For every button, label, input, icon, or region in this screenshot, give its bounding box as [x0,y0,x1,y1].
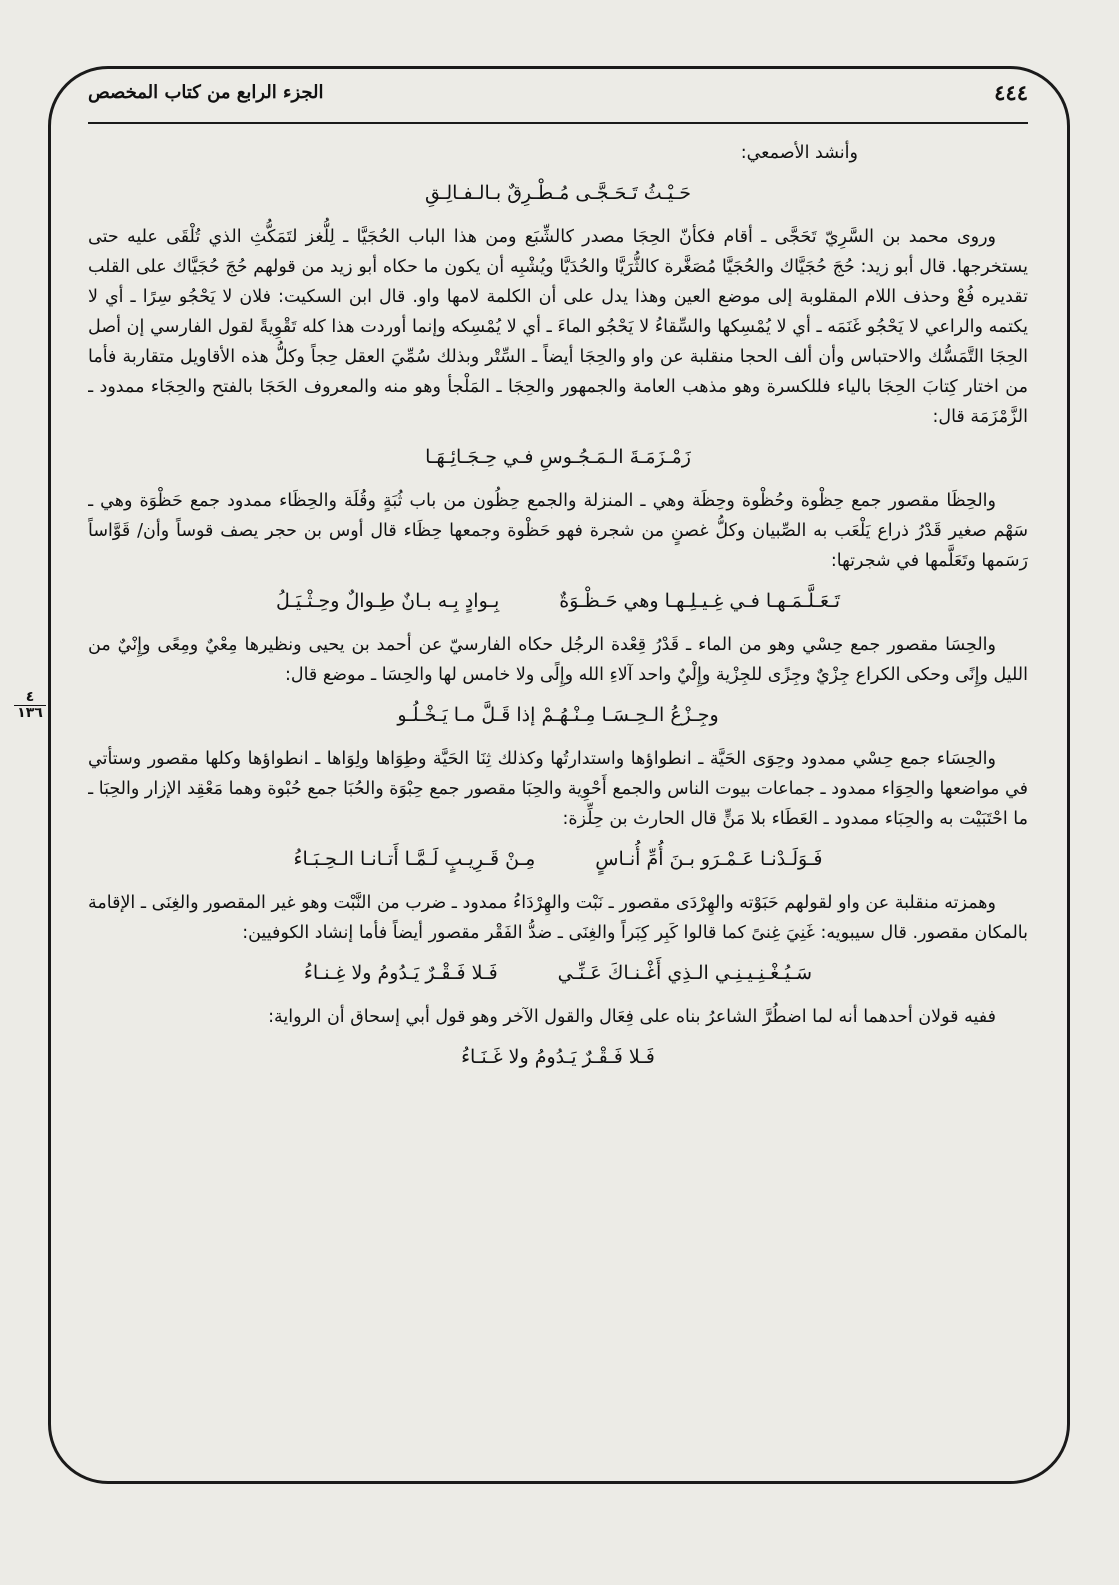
verse-couplet [88,586,1028,616]
prose-paragraph: ففيه قولان أحدهما أنه لما اضطُرَّ الشاعرُ بناه على فِعَال والقول الآخر وهو قول أبي إسحاق أن الرواية: [268,1007,996,1027]
intro-line: وأنشد الأصمعي: [740,143,858,163]
prose-paragraph: وهمزته منقلبة عن واو لقولهم حَبَوْته والهِرْدَى مقصور ـ نَبْت والهِرْدَاءُ ممدود ـ ضرب من النَّبْت وهو غير المقصور والغِنَى ـ الإقامة بالمكان مقصور. قال سيبويه: غَنِيَ غِنىً كما قالوا كَبِر كِبَراً والغِنَى ـ ضدُّ الفَقْر مقصور أيضاً فأما إنشاد الكوفيين: [88,893,1028,943]
page-header [88,80,1028,120]
verse-couplet [88,844,1028,874]
margin-reference [14,690,46,721]
page-number: ٤٤٤ [994,80,1028,105]
verse-couplet [88,958,1028,988]
prose-paragraph: والحِسَاء جمع حِسْي ممدود وحِوَى الحَيَّة ـ انطواؤها واستدارتُها وكذلك ثِنَا الحَيَّة وطِوَاها ولِوَاها ـ انطواؤها وكلها مقصور وستأتي في مواضعها والحِوَاء ممدود ـ جماعات بيوت الناس والجمع أَحْوِية والحِبَا مقصور جمع حِبْوَة والحُبَا جمع حُبْوة وهما مَعْقِد الإزار والحِبَا ـ ما احْتَبَيْت به والحِبَاء ممدود ـ العَطَاء بلا مَنٍّ قال الحارث بن حِلِّزة: [88,749,1028,829]
prose-paragraph: وروى محمد بن السَّرِيّ تَحَجَّى ـ أقام فكأنّ الحِجَا مصدر كالشِّبَع ومن هذا الباب الحُجَيَّا ـ لِلُّغز لتَمَكُّثِ الذي تُلْقَى عليه حتى يستخرجها. قال أبو زيد: حُجَ حُجَيَّاك والحُجَيَّا مُصَغَّرة كالثُّرَيَّا والحُدَيَّا ويُشْبِه أن يكون ما حكاه أبو زيد من قولهم حُجَ حُجَيَّاك على القلب تقديره فُعْ وحذف اللام المقلوبة إلى موضع العين وهذا يدل على أن الكلمة لامها واو. قال ابن السكيت: فلان لا يَحْجُو سِرًا ـ أي لا يكتمه والراعي لا يَحْجُو غَنَمَه ـ أي لا يُمْسِكها والسِّقاءُ لا يَحْجُو الماءَ ـ أي لا يُمْسِكه وإنما أوردت هذا كله تَقْوِيةً لقول الفارسي إن أصل الحِجَا التَّمَسُّك والاحتباس وأن ألف الحجا منقلبة عن واو والحِجَا أيضاً ـ السِّتْر وبذلك سُمِّيَ العقل حِجاً وكلُّ هذه الأقاويل متقاربة فأما من اختار كِتابَ الحِجَا بالياء فللكسرة وهو مذهب العامة والجمهور والحِجَا ـ المَلْجأ وهو منه والمعروف الحَجَا بالفتح والحِجَاء ممدود ـ الزَّمْزَمَة قال: [88,227,1028,427]
verse-line: زَمْـزَمَـةَ الـمَـجُـوسِ فـي حِـجَـائِـهَـا [425,446,691,468]
page-body [88,138,1028,1468]
margin-reference-volume: ٤ [14,690,46,706]
verse-first-hemistich: تَـعَـلَّـمَـهـا فـي غِـيـلِـهـا وهي حَـظْـوَةٌ [559,590,841,612]
verse-first-hemistich: سَـيُـغْـنِـيـنِـي الـذِي أَغْـنـاكَ عَـنِّـي [557,962,813,984]
verse-line: حَـيْـثُ تَـحَـجَّـى مُـطْـرِقٌ بـالـفـالِـقِ [424,182,692,204]
verse-second-hemistich: مِـنْ قَـرِيـبٍ لَـمَّـا أَتـانـا الـحِـبَـاءُ [293,848,536,870]
verse-second-hemistich: فَـلا فَـقْـرٌ يَـدُومُ ولا غِـنـاءُ [303,962,498,984]
verse-second-hemistich: بِـوادٍ بِـه بـانٌ طِـوالٌ وحِـثْـيَـلُ [275,590,500,612]
prose-paragraph: والحِسَا مقصور جمع حِسْي وهو من الماء ـ قَدْرُ قِعْدة الرجُل حكاه الفارسيّ عن أحمد بن يحيى ونظيرها مِعْيٌ ومِعًى وإِنْيٌ من الليل وإِنًى وحكى الكراع جِزْيٌ وجِزًى للجِزْية وإِلْيٌ واحد آلاءِ الله وإِلًى ولا خامس لها والحِسَا ـ موضع قال: [88,635,1028,685]
verse-line: فَـلا فَـقْـرٌ يَـدُومُ ولا غَـنَـاءُ [461,1046,655,1068]
prose-paragraph: والحِظَا مقصور جمع حِظْوة وحُظْوة وحِظَة وهي ـ المنزلة والجمع حِظُون من باب ثُبَةٍ وقُلَة والحِظَاء ممدود جمع حَظْوَة وهي ـ سَهْم صغير قَدْرُ ذراع يَلْعَب به الصِّبيان وكلُّ غصنٍ من شجرة فهو حَظْوة وجمعها حِظَاء قال أوس بن حجر يصف قوساً وأن/ قَوَّاساً رَسَمها وتَعَلَّمها في شجرتها: [88,491,1028,571]
margin-reference-page: ١٣٦ [17,705,43,721]
running-title: الجزء الرابع من كتاب المخصص [88,82,324,103]
header-divider [88,122,1028,124]
verse-line: وجِـزْعُ الـحِـسَـا مِـنْـهُـمْ إذا قَـلَّ مـا يَـخْـلُـو [397,704,719,726]
verse-first-hemistich: فَـوَلَـدْنـا عَـمْـرَو بـنَ أُمِّ أُنـاسٍ [595,848,823,870]
